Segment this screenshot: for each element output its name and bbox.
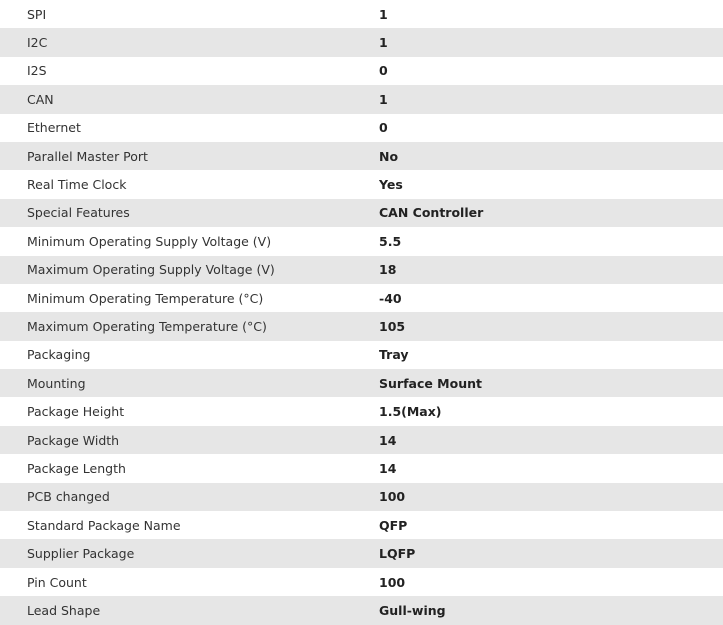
spec-value: 100 bbox=[379, 574, 406, 590]
spec-value: 1.5(Max) bbox=[379, 404, 442, 420]
spec-value: Yes bbox=[379, 177, 403, 193]
spec-value: 1 bbox=[379, 6, 388, 22]
spec-label: Real Time Clock bbox=[27, 177, 127, 193]
table-row bbox=[0, 568, 723, 596]
spec-value: Surface Mount bbox=[379, 375, 482, 391]
spec-value: No bbox=[379, 148, 399, 164]
spec-label: Special Features bbox=[27, 205, 130, 221]
spec-value: QFP bbox=[379, 517, 408, 533]
spec-label: I2S bbox=[27, 63, 47, 79]
spec-label: Package Length bbox=[27, 460, 126, 476]
spec-value: 14 bbox=[379, 432, 397, 448]
spec-label: PCB changed bbox=[27, 489, 110, 505]
spec-label: Maximum Operating Temperature (°C) bbox=[27, 318, 267, 334]
spec-value: 0 bbox=[379, 63, 388, 79]
spec-value: LQFP bbox=[379, 546, 416, 562]
spec-value: -40 bbox=[379, 290, 402, 306]
table-row bbox=[0, 284, 723, 312]
spec-label: Supplier Package bbox=[27, 546, 135, 562]
table-row bbox=[0, 596, 723, 624]
spec-value: 1 bbox=[379, 91, 388, 107]
spec-label: Package Height bbox=[27, 404, 125, 420]
table-row bbox=[0, 199, 723, 227]
spec-label: Package Width bbox=[27, 432, 120, 448]
table-row bbox=[0, 312, 723, 340]
spec-value: 1 bbox=[379, 35, 388, 51]
table-row bbox=[0, 85, 723, 113]
table-row bbox=[0, 454, 723, 482]
table-row bbox=[0, 369, 723, 397]
table-row bbox=[0, 57, 723, 85]
spec-label: SPI bbox=[27, 6, 47, 22]
table-row bbox=[0, 170, 723, 198]
table-row bbox=[0, 142, 723, 170]
spec-label: Standard Package Name bbox=[27, 517, 181, 533]
table-row bbox=[0, 227, 723, 255]
table-row bbox=[0, 0, 723, 28]
spec-label: I2C bbox=[27, 35, 48, 51]
spec-label: Pin Count bbox=[27, 574, 87, 590]
spec-label: Lead Shape bbox=[27, 602, 101, 618]
spec-label: Maximum Operating Supply Voltage (V) bbox=[27, 262, 275, 278]
table-row bbox=[0, 511, 723, 539]
spec-label: Parallel Master Port bbox=[27, 148, 148, 164]
spec-value: 14 bbox=[379, 460, 397, 476]
spec-label: Ethernet bbox=[27, 120, 81, 136]
spec-label: Minimum Operating Temperature (°C) bbox=[27, 290, 264, 306]
table-row bbox=[0, 426, 723, 454]
table-row bbox=[0, 341, 723, 369]
spec-value: Tray bbox=[379, 347, 409, 363]
table-row bbox=[0, 114, 723, 142]
spec-value: 0 bbox=[379, 120, 388, 136]
spec-label: Packaging bbox=[27, 347, 91, 363]
spec-label: CAN bbox=[27, 91, 54, 107]
spec-value: Gull-wing bbox=[379, 602, 446, 618]
spec-value: 18 bbox=[379, 262, 397, 278]
table-row bbox=[0, 256, 723, 284]
table-row bbox=[0, 539, 723, 567]
spec-label: Minimum Operating Supply Voltage (V) bbox=[27, 233, 272, 249]
spec-value: 105 bbox=[379, 318, 406, 334]
spec-label: Mounting bbox=[27, 375, 86, 391]
table-row bbox=[0, 28, 723, 56]
table-row bbox=[0, 397, 723, 425]
spec-value: 100 bbox=[379, 489, 406, 505]
spec-value: 5.5 bbox=[379, 233, 402, 249]
table-row bbox=[0, 483, 723, 511]
spec-value: CAN Controller bbox=[379, 205, 484, 221]
